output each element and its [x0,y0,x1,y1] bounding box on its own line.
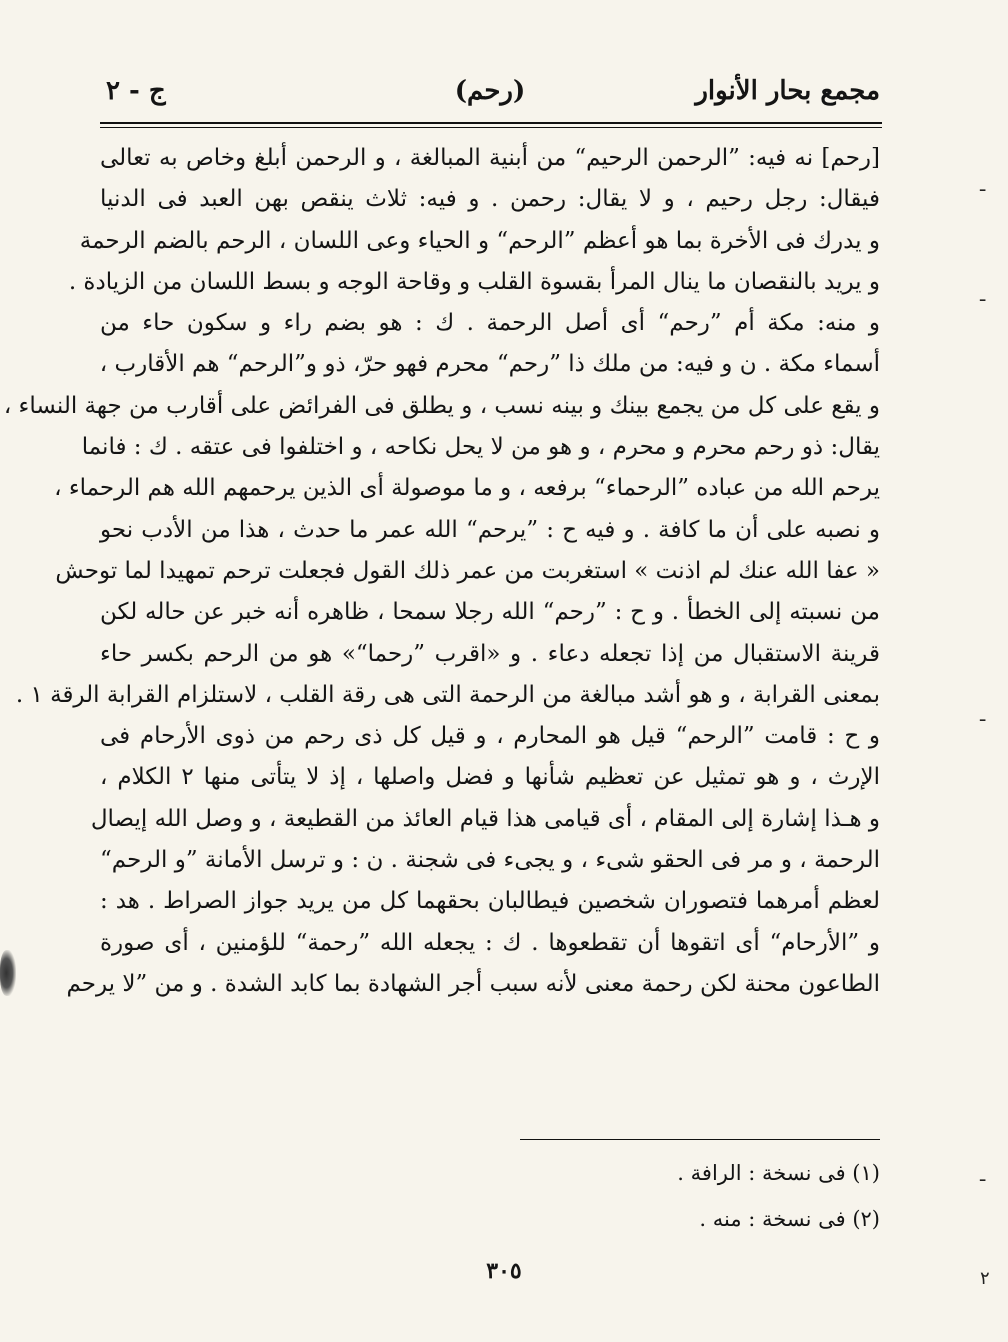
text-line: و يريد بالنقصان ما ينال المرأ بقسوة القلب و وقاحة الوجه و بسط اللسان من الزيادة . [68,268,880,295]
ink-blot [0,950,16,996]
text-line: و منه: مكة أم ”رحم“ أى أصل الرحمة . ك : هو بضم راء و سكون حاء من [100,310,880,337]
margin-mark: ـ [980,285,986,306]
book-title: مجمع بحار الأنوار [695,76,880,106]
text-line: فيقال: رجل رحيم ، و لا يقال: رحمن . و فيه: ثلاث ينقص بهن العبد فى الدنيا [100,186,880,213]
margin-mark: ـ [980,705,986,726]
text-line: بمعنى القرابة ، و هو أشد مبالغة من الرحمة التى هى رقة القلب ، لاستلزام القرابة الرقة ١ . [15,681,880,708]
page-header [100,72,880,112]
text-line: قرينة الاستقبال من إذا تجعله دعاء . و «اقرب ”رحما“» هو من الرحم بكسر حاء [100,640,880,667]
margin-mark: ـ [980,175,986,196]
text-line: أسماء مكة . ن و فيه: من ملك ذا ”رحم“ محرم فهو حرّ، ذو و”الرحم“ هم الأقارب ، [99,351,880,378]
text-line: [رحم] نه فيه: ”الرحمن الرحيم“ من أبنية المبالغة ، و الرحمن أبلغ وخاص به تعالى [100,145,880,171]
text-line: و يقع على كل من يجمع بينك و بينه نسب ، و يطلق فى الفرائض على أقارب من جهة النساء ، [3,392,880,419]
text-line: الإرث ، و هو تمثيل عن تعظيم شأنها و فضل واصلها ، إذ لا يتأتى منها ٢ الكلام ، [100,764,880,791]
margin-mark: ٢ [980,1268,990,1289]
footnote-2: (٢) فى نسخة : منه . [699,1207,880,1231]
text-line: الرحمة ، و مر فى الحقو شىء ، و يجىء فى شجنة . ن : و ترسل الأمانة ”و الرحم“ [100,847,880,874]
entry-heading: (رحم) [454,76,526,106]
text-line: الطاعون محنة لكن رحمة معنى لأنه سبب أجر الشهادة بما كابد الشدة . و من ”لا يرحم [66,970,880,997]
volume-label: ج - ٢ [106,76,166,106]
text-line: من نسبته إلى الخطأ . و ح : ”رحم“ الله رجلا سمحا ، ظاهره أنه خبر عن حاله لكن [100,599,880,626]
margin-mark: ـ [980,1165,986,1186]
text-line: و هـذا إشارة إلى المقام ، أى قيامى هذا قيام العائذ من القطيعة ، و وصل الله إيصال [90,805,880,832]
page-number: ٣٠٥ [486,1258,522,1284]
footnote-1: (١) فى نسخة : الرافة . [677,1161,880,1185]
footnotes [100,1150,880,1242]
footnote-rule [520,1139,880,1140]
text-line: يرحم الله من عباده ”الرحماء“ برفعه ، و ما موصولة أى الذين يرحمهم الله هم الرحماء ، [54,475,880,502]
text-line: و ح : قامت ”الرحم“ قيل هو المحارم ، و قيل كل ذى رحم من ذوى الأرحام فى [100,723,880,750]
text-line: و نصبه على أن ما كافة . و فيه ح : ”يرحم“ الله عمر ما حدث ، هذا من الأدب نحو [100,516,880,543]
text-line: « عفا الله عنك لم اذنت » استغربت من عمر ذلك القول فجعلت ترحم تمهيدا لما توحش [55,557,880,584]
text-line: يقال: ذو رحم محرم و محرم ، و هو من لا يحل نكاحه ، و اختلفوا فى عتقه . ك : فانما [81,434,880,461]
text-line: لعظم أمرهما فتصوران شخصين فيطالبان بحقهما كل من يريد جواز الصراط . هد : [100,888,880,915]
text-line: و ”الأرحام“ أى اتقوها أن تقطعوها . ك : يجعله الله ”رحمة“ للؤمنين ، أى صورة [100,929,880,956]
header-rule-thin [100,127,882,128]
text-line: و يدرك فى الأخرة بما هو أعظم ”الرحم“ و الحياء وعى اللسان ، الرحم بالضم الرحمة [79,227,880,254]
header-rule-thick [100,122,882,124]
body-text [3,138,880,1005]
